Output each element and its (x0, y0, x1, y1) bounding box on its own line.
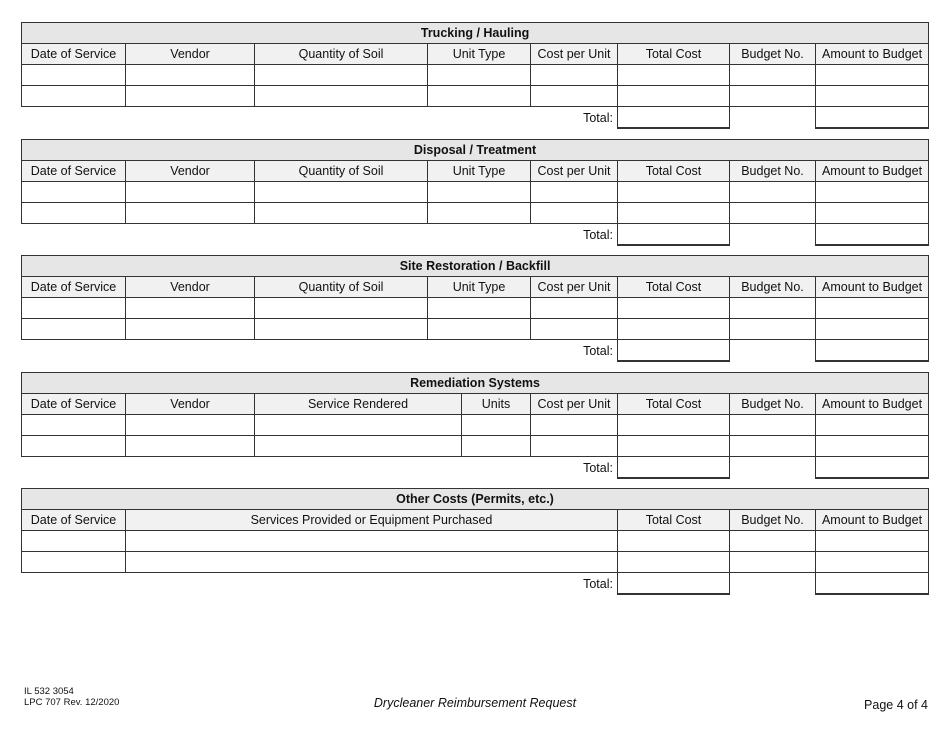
input-cell[interactable] (531, 182, 618, 203)
input-cell[interactable] (618, 182, 730, 203)
total-row (22, 340, 929, 362)
input-cell[interactable] (531, 298, 618, 319)
input-cell[interactable] (126, 415, 255, 436)
input-cell[interactable] (126, 436, 255, 457)
column-header: Total Cost (618, 44, 730, 65)
spacer-cell (730, 457, 816, 479)
input-cell[interactable] (730, 415, 816, 436)
column-header: Budget No. (730, 161, 816, 182)
document-title: Drycleaner Reimbursement Request (373, 696, 577, 710)
input-cell[interactable] (618, 298, 730, 319)
input-cell[interactable] (462, 415, 531, 436)
input-cell[interactable] (255, 415, 462, 436)
column-header: Date of Service (22, 510, 126, 531)
input-cell[interactable] (22, 182, 126, 203)
input-cell[interactable] (730, 552, 816, 573)
column-header: Budget No. (730, 394, 816, 415)
column-header: Vendor (126, 44, 255, 65)
total-row (22, 107, 929, 129)
table-row (22, 319, 929, 340)
input-cell[interactable] (255, 65, 428, 86)
form-id: IL 532 3054 (24, 686, 74, 697)
input-cell[interactable] (255, 182, 428, 203)
input-cell[interactable] (428, 65, 531, 86)
total-label: Total: (583, 227, 613, 242)
table-row (22, 552, 929, 573)
total-row (22, 573, 929, 595)
input-cell[interactable] (618, 415, 730, 436)
input-cell[interactable] (816, 319, 929, 340)
section-title: Site Restoration / Backfill (22, 256, 929, 277)
column-header: Vendor (126, 277, 255, 298)
column-header: Unit Type (428, 277, 531, 298)
column-header: Date of Service (22, 394, 126, 415)
input-cell[interactable] (22, 319, 126, 340)
input-cell[interactable] (531, 65, 618, 86)
input-cell[interactable] (22, 298, 126, 319)
input-cell[interactable] (531, 319, 618, 340)
section-trucking-hauling (21, 22, 928, 129)
input-cell[interactable] (22, 552, 126, 573)
column-header: Amount to Budget (816, 394, 929, 415)
section-title: Trucking / Hauling (22, 23, 929, 44)
column-header: Date of Service (22, 277, 126, 298)
input-cell[interactable] (618, 531, 730, 552)
total-label: Total: (583, 110, 613, 125)
column-header: Amount to Budget (816, 44, 929, 65)
total-row (22, 457, 929, 479)
input-cell[interactable] (22, 436, 126, 457)
spacer-cell (730, 340, 816, 362)
column-header: Total Cost (618, 394, 730, 415)
table-row (22, 203, 929, 224)
spacer-cell (730, 107, 816, 129)
total-cost-field[interactable] (618, 224, 730, 246)
input-cell[interactable] (428, 182, 531, 203)
input-cell[interactable] (816, 182, 929, 203)
total-cost-field[interactable] (618, 340, 730, 362)
column-header: Cost per Unit (531, 44, 618, 65)
column-header: Unit Type (428, 44, 531, 65)
column-header: Vendor (126, 161, 255, 182)
column-header: Budget No. (730, 44, 816, 65)
input-cell[interactable] (126, 203, 255, 224)
table-row (22, 531, 929, 552)
input-cell[interactable] (255, 319, 428, 340)
total-row (22, 224, 929, 246)
input-cell[interactable] (816, 436, 929, 457)
spacer-cell (730, 573, 816, 595)
input-cell[interactable] (531, 86, 618, 107)
total-label: Total: (583, 460, 613, 475)
amount-to-budget-field[interactable] (816, 573, 929, 595)
other-costs-table (21, 488, 929, 595)
amount-to-budget-field[interactable] (816, 340, 929, 362)
input-cell[interactable] (816, 203, 929, 224)
total-cost-field[interactable] (618, 107, 730, 129)
input-cell[interactable] (126, 65, 255, 86)
table-row (22, 436, 929, 457)
remediation-systems-table (21, 372, 929, 479)
input-cell[interactable] (22, 86, 126, 107)
input-cell[interactable] (255, 203, 428, 224)
column-header: Unit Type (428, 161, 531, 182)
input-cell[interactable] (126, 298, 255, 319)
input-cell[interactable] (816, 298, 929, 319)
table-row (22, 298, 929, 319)
table-row (22, 415, 929, 436)
input-cell[interactable] (22, 203, 126, 224)
input-cell[interactable] (126, 86, 255, 107)
input-cell[interactable] (618, 65, 730, 86)
total-label: Total: (583, 576, 613, 591)
column-header: Quantity of Soil (255, 161, 428, 182)
input-cell[interactable] (255, 86, 428, 107)
input-cell[interactable] (618, 86, 730, 107)
input-cell[interactable] (531, 436, 618, 457)
input-cell[interactable] (730, 436, 816, 457)
amount-to-budget-field[interactable] (816, 107, 929, 129)
section-title: Other Costs (Permits, etc.) (22, 489, 929, 510)
total-cost-field[interactable] (618, 457, 730, 479)
column-header: Date of Service (22, 44, 126, 65)
column-header: Quantity of Soil (255, 277, 428, 298)
input-cell[interactable] (428, 86, 531, 107)
disposal-treatment-table (21, 139, 929, 246)
column-header: Cost per Unit (531, 277, 618, 298)
section-disposal-treatment (21, 139, 928, 246)
input-cell[interactable] (531, 415, 618, 436)
input-cell[interactable] (730, 182, 816, 203)
input-cell[interactable] (730, 203, 816, 224)
input-cell[interactable] (462, 436, 531, 457)
total-cost-field[interactable] (618, 573, 730, 595)
table-row (22, 86, 929, 107)
input-cell[interactable] (255, 298, 428, 319)
input-cell[interactable] (428, 203, 531, 224)
input-cell[interactable] (730, 531, 816, 552)
input-cell[interactable] (126, 531, 618, 552)
column-header: Amount to Budget (816, 277, 929, 298)
form-revision: LPC 707 Rev. 12/2020 (24, 697, 120, 708)
input-cell[interactable] (618, 552, 730, 573)
input-cell[interactable] (618, 203, 730, 224)
column-header: Quantity of Soil (255, 44, 428, 65)
input-cell[interactable] (531, 203, 618, 224)
column-header: Total Cost (618, 510, 730, 531)
column-header: Amount to Budget (816, 510, 929, 531)
input-cell[interactable] (428, 319, 531, 340)
input-cell[interactable] (816, 531, 929, 552)
input-cell[interactable] (126, 552, 618, 573)
column-header: Service Rendered (255, 394, 462, 415)
trucking-hauling-table (21, 22, 929, 129)
input-cell[interactable] (22, 415, 126, 436)
input-cell[interactable] (816, 552, 929, 573)
total-label: Total: (583, 343, 613, 358)
column-header: Units (462, 394, 531, 415)
column-header: Cost per Unit (531, 161, 618, 182)
input-cell[interactable] (428, 298, 531, 319)
column-header: Cost per Unit (531, 394, 618, 415)
input-cell[interactable] (255, 436, 462, 457)
column-header: Amount to Budget (816, 161, 929, 182)
input-cell[interactable] (730, 298, 816, 319)
section-title: Remediation Systems (22, 373, 929, 394)
input-cell[interactable] (816, 65, 929, 86)
column-header: Date of Service (22, 161, 126, 182)
table-row (22, 182, 929, 203)
column-header: Total Cost (618, 161, 730, 182)
input-cell[interactable] (816, 415, 929, 436)
page-number: Page 4 of 4 (864, 698, 928, 712)
input-cell[interactable] (618, 436, 730, 457)
input-cell[interactable] (126, 319, 255, 340)
input-cell[interactable] (730, 319, 816, 340)
amount-to-budget-field[interactable] (816, 457, 929, 479)
input-cell[interactable] (730, 86, 816, 107)
input-cell[interactable] (816, 86, 929, 107)
table-row (22, 65, 929, 86)
input-cell[interactable] (22, 65, 126, 86)
section-remediation-systems (21, 372, 928, 479)
site-restoration-table (21, 255, 929, 362)
column-header: Budget No. (730, 277, 816, 298)
amount-to-budget-field[interactable] (816, 224, 929, 246)
column-header: Budget No. (730, 510, 816, 531)
column-header: Vendor (126, 394, 255, 415)
section-site-restoration (21, 255, 928, 362)
input-cell[interactable] (22, 531, 126, 552)
input-cell[interactable] (618, 319, 730, 340)
input-cell[interactable] (126, 182, 255, 203)
section-other-costs (21, 488, 928, 595)
spacer-cell (730, 224, 816, 246)
input-cell[interactable] (730, 65, 816, 86)
column-header: Services Provided or Equipment Purchased (126, 510, 618, 531)
section-title: Disposal / Treatment (22, 140, 929, 161)
column-header: Total Cost (618, 277, 730, 298)
